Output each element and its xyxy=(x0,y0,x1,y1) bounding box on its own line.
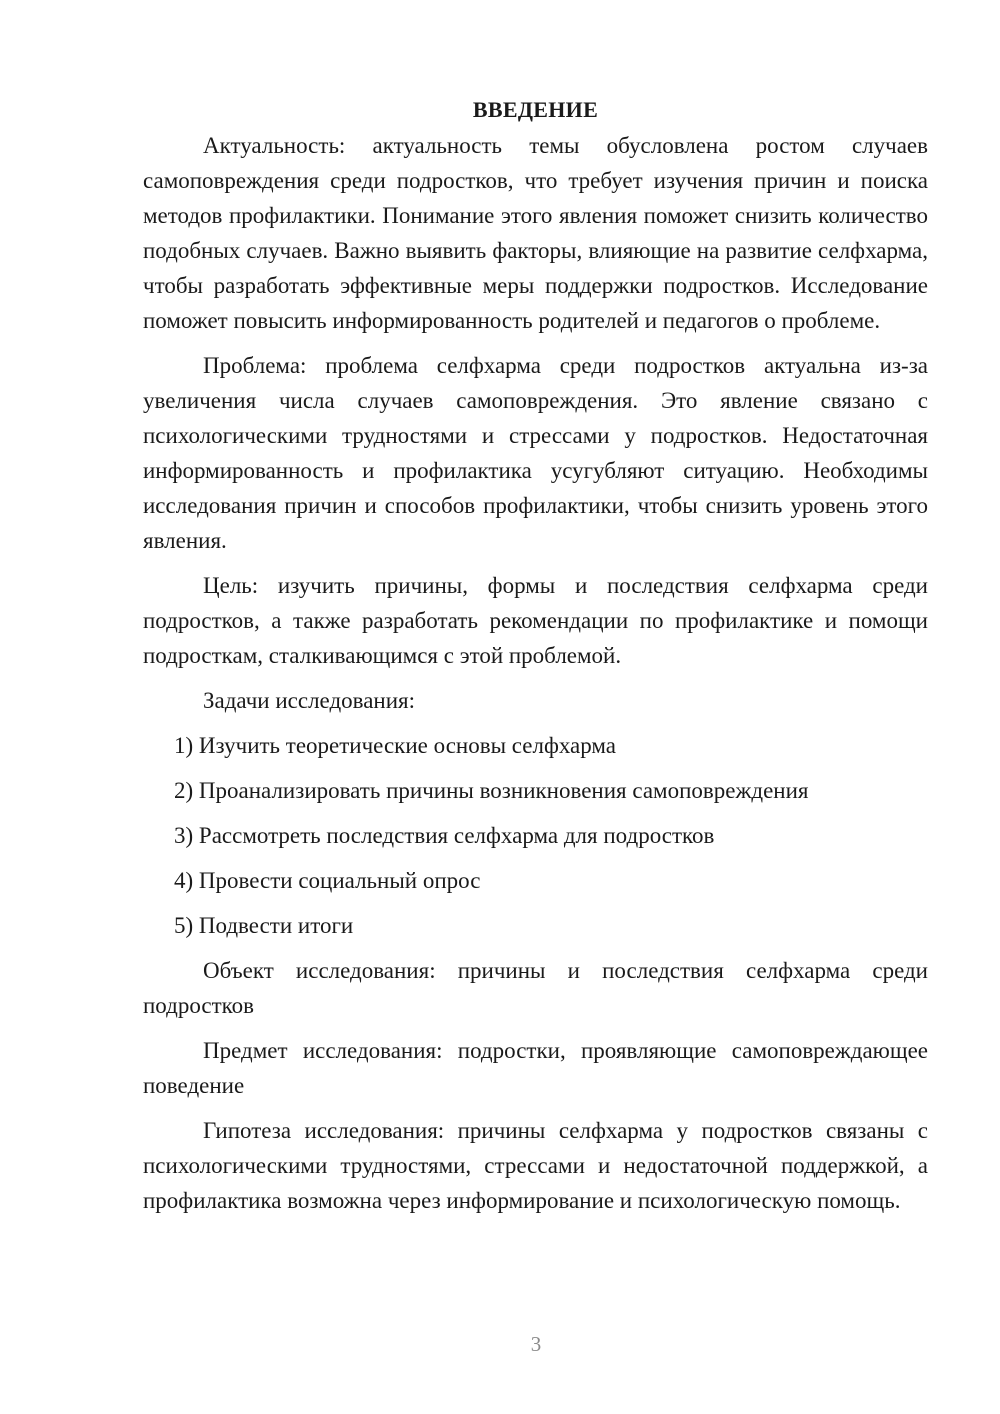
paragraph-goal: Цель: изучить причины, формы и последствия селфхарма среди подростков, а также разработать рекомендации по профилактике и помощи подросткам, сталкивающимся с этой проблемой. xyxy=(143,573,928,668)
list-item: 2) Проанализировать причины возникновения самоповреждения xyxy=(174,778,809,803)
list-item: 1) Изучить теоретические основы селфхарма xyxy=(174,733,617,758)
paragraph-hypothesis: Гипотеза исследования: причины селфхарма у подростков связаны с психологическими трудностями, стрессами и недостаточной поддержкой, а профилактика возможна через информирование и психологическую помощь. xyxy=(143,1118,928,1213)
paragraph-subject: Предмет исследования: подростки, проявляющие самоповреждающее поведение xyxy=(143,1038,928,1098)
paragraph-problem: Проблема: проблема селфхарма среди подростков актуальна из-за увеличения числа случаев самоповреждения. Это явление связано с психологическими трудностями и стрессами у подростков. Недостаточная информированность и профилактика усугубляют ситуацию. Необходимы исследования причин и способов профилактики, чтобы снизить уровень этого явления. xyxy=(143,353,928,553)
page-number: 3 xyxy=(530,1332,542,1356)
paragraph-relevance: Актуальность: актуальность темы обусловлена ростом случаев самоповреждения среди подростков, что требует изучения причин и поиска методов профилактики. Понимание этого явления поможет снизить количество подобных случаев. Важно выявить факторы, влияющие на развитие селфхарма, чтобы разработать эффективные меры поддержки подростков. Исследование поможет повысить информированность родителей и педагогов о проблеме. xyxy=(143,133,928,333)
page-title: ВВЕДЕНИЕ xyxy=(472,97,599,122)
tasks-heading: Задачи исследования: xyxy=(203,688,416,713)
list-item: 4) Провести социальный опрос xyxy=(174,868,481,893)
list-item: 5) Подвести итоги xyxy=(174,913,354,938)
paragraph-object: Объект исследования: причины и последствия селфхарма среди подростков xyxy=(143,958,928,1018)
document-body xyxy=(143,92,928,1228)
list-item: 3) Рассмотреть последствия селфхарма для подростков xyxy=(174,823,715,848)
tasks-list xyxy=(143,728,928,943)
